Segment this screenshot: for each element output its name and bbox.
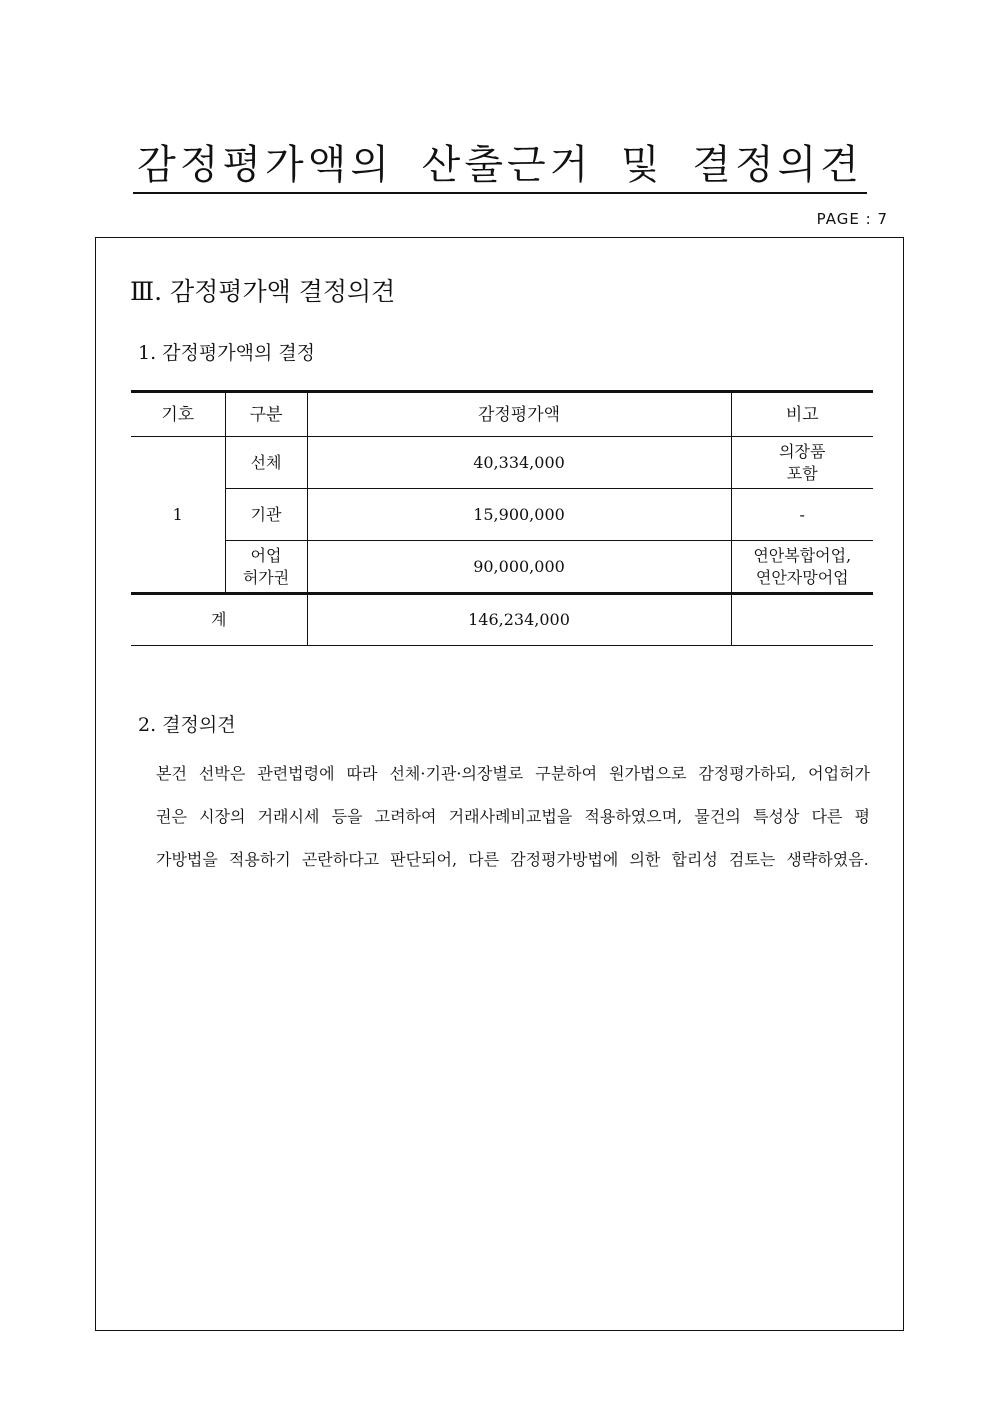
remarks-line: 연안복합어업, [753,545,852,565]
category-line: 허가권 [242,567,290,587]
category-line: 선체 [250,452,282,472]
cell-remarks [731,489,873,541]
cell-category [225,437,307,489]
header-amount: 감정평가액 [307,392,731,437]
cell-amount: 40,334,000 [307,437,731,489]
header-code: 기호 [131,392,225,437]
header-remarks: 비고 [731,392,873,437]
header-category: 구분 [225,392,307,437]
cell-remarks [731,541,873,594]
total-remarks [731,594,873,646]
cell-category [225,489,307,541]
category-line: 어업 [250,545,282,565]
category-line: 기관 [250,504,282,524]
table-row [131,437,873,489]
cell-amount: 15,900,000 [307,489,731,541]
remarks-line: 의장품 [779,441,826,461]
page-number: PAGE : 7 [816,210,888,228]
subsection-heading-opinion: 2. 결정의견 [138,714,236,736]
cell-code: 1 [131,437,225,594]
remarks-line: 포함 [786,463,818,483]
appraisal-table [131,390,873,646]
table-header-row [131,392,873,437]
opinion-paragraph: 본건 선박은 관련법령에 따라 선체·기관·의장별로 구분하여 원가법으로 감정평가하되, 어업허가권은 시장의 거래시세 등을 고려하여 거래사례비교법을 적용하였으며, 물건의 특성상 다른 평가방법을 적용하기 곤란하다고 판단되어, 다른 감정평가방법에 의한 합리성 검토는 생략하였음. [156,764,870,869]
cell-category [225,541,307,594]
total-label: 계 [131,594,307,646]
total-amount: 146,234,000 [307,594,731,646]
table-row [131,541,873,594]
table-row [131,489,873,541]
cell-amount: 90,000,000 [307,541,731,594]
subsection-heading-decision: 1. 감정평가액의 결정 [138,342,316,364]
remarks-line: - [799,504,805,524]
cell-remarks [731,437,873,489]
section-heading: Ⅲ. 감정평가액 결정의견 [130,277,396,306]
table-total-row [131,594,873,646]
document-title [0,142,1000,194]
remarks-line: 연안자망어업 [755,567,849,587]
document-title-text: 감정평가액의 산출근거 및 결정의견 [133,142,867,194]
